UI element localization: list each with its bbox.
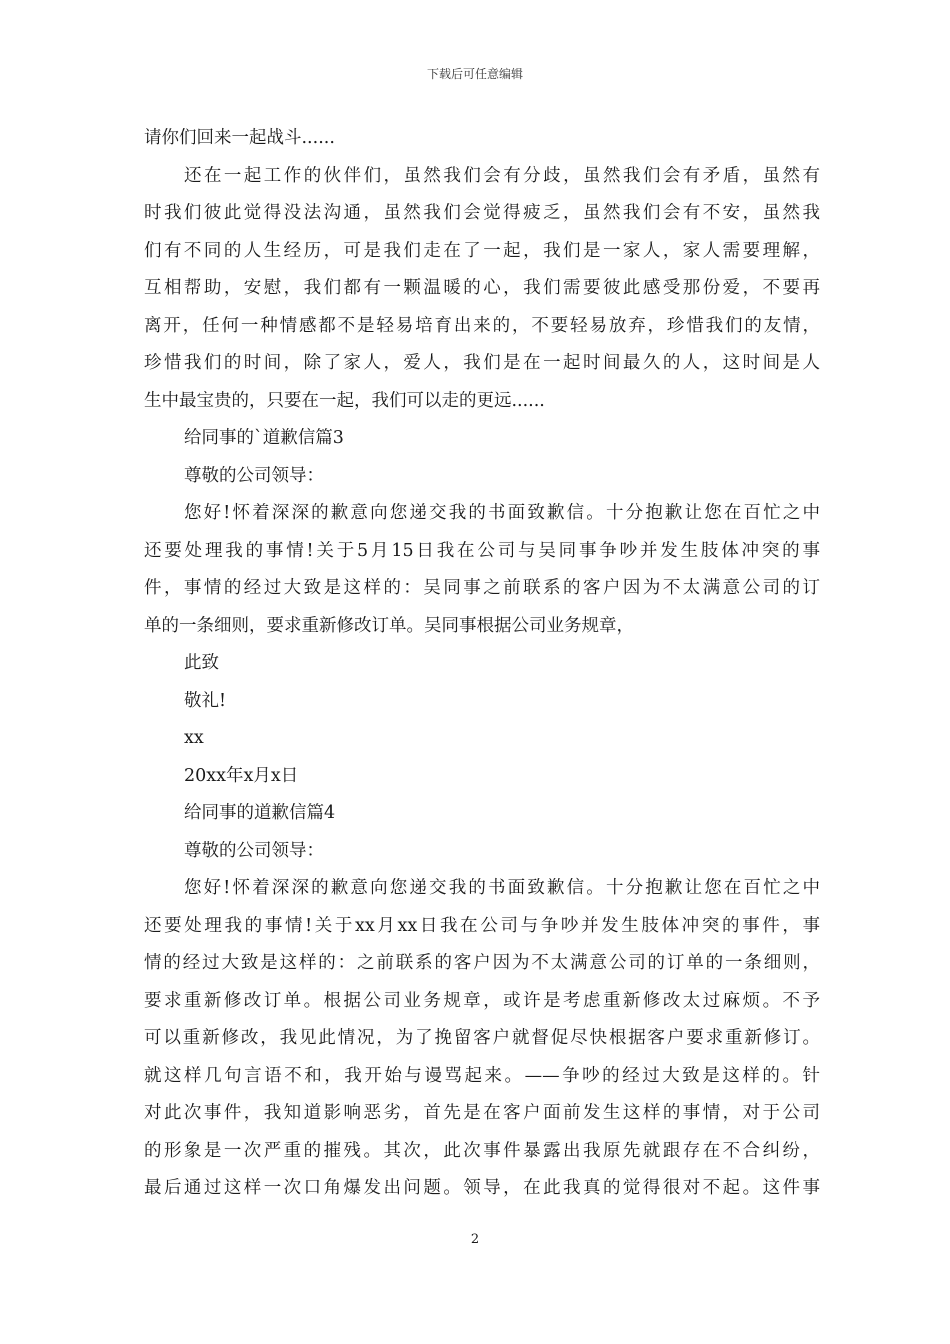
signature: xx	[184, 728, 204, 748]
section-heading: 给同事的`道歉信篇3	[184, 428, 344, 448]
paragraph-line: 还在一起工作的伙伴们，虽然我们会有分歧，虽然我们会有矛盾，虽然有	[184, 165, 820, 186]
text-line: 离开，任何一种情感都不是轻易培育出来的，不要轻易放弃，珍惜我们的友情，	[144, 315, 820, 336]
text-line: 就这样几句言语不和，我开始与谩骂起来。——争吵的经过大致是这样的。针	[144, 1065, 820, 1086]
text-line: 的形象是一次严重的摧残。其次，此次事件暴露出我原先就跟存在不合纠纷，	[144, 1140, 820, 1161]
paragraph-line: 您好!怀着深深的歉意向您递交我的书面致歉信。十分抱歉让您在百忙之中	[184, 878, 820, 898]
text-line: 还要处理我的事情!关于5月15日我在公司与吴同事争吵并发生肢体冲突的事	[144, 540, 820, 561]
page-header: 下载后可任意编辑	[426, 67, 523, 81]
text-line: 对此次事件，我知道影响恶劣，首先是在客户面前发生这样的事情，对于公司	[144, 1103, 820, 1123]
text-line: 时我们彼此觉得没法沟通，虽然我们会觉得疲乏，虽然我们会有不安，虽然我	[144, 203, 820, 223]
text-line: 们有不同的人生经历，可是我们走在了一起，我们是一家人，家人需要理解，	[144, 240, 820, 261]
text-line: 最后通过这样一次口角爆发出问题。领导，在此我真的觉得很对不起。这件事	[144, 1178, 820, 1198]
text-line: 要求重新修改订单。根据公司业务规章，或许是考虑重新修改太过麻烦。不予	[144, 990, 820, 1011]
closing-line: 此致	[184, 653, 219, 673]
text-line: 生中最宝贵的，只要在一起，我们可以走的更远......	[144, 390, 545, 411]
text-line: 单的一条细则，要求重新修改订单。吴同事根据公司业务规章，	[144, 615, 634, 636]
salutation: 尊敬的公司领导：	[184, 465, 324, 486]
text-line: 互相帮助，安慰，我们都有一颗温暖的心，我们需要彼此感受那份爱，不要再	[144, 278, 820, 298]
closing-line: 敬礼!	[184, 690, 227, 711]
text-line: 珍惜我们的时间，除了家人，爱人，我们是在一起时间最久的人，这时间是人	[144, 353, 820, 373]
page-number: 2	[470, 1232, 480, 1247]
text-line: 可以重新修改，我见此情况，为了挽留客户就督促尽快根据客户要求重新修订。	[144, 1028, 820, 1048]
text-line: 请你们回来一起战斗......	[144, 128, 335, 148]
document-body	[144, 120, 820, 1208]
date-line: 20xx年x月x日	[184, 765, 299, 786]
text-line: 还要处理我的事情!关于xx月xx日我在公司与争吵并发生肢体冲突的事件，事	[144, 915, 820, 936]
text-line: 情的经过大致是这样的：之前联系的客户因为不太满意公司的订单的一条细则，	[144, 953, 820, 973]
section-heading: 给同事的道歉信篇4	[184, 803, 336, 823]
text-line: 件，事情的经过大致是这样的：吴同事之前联系的客户因为不太满意公司的订	[144, 578, 820, 598]
paragraph-line: 您好!怀着深深的歉意向您递交我的书面致歉信。十分抱歉让您在百忙之中	[184, 503, 820, 523]
salutation: 尊敬的公司领导：	[184, 840, 324, 861]
